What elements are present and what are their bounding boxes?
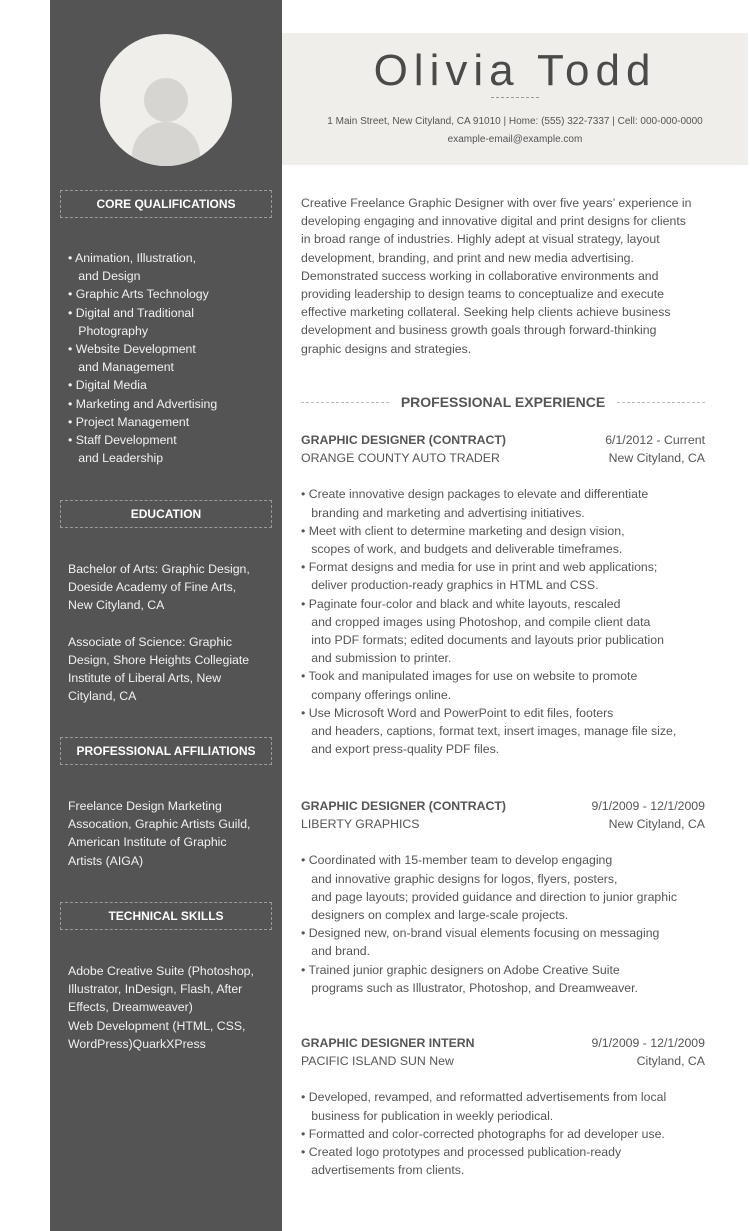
job-title: GRAPHIC DESIGNER (CONTRACT) <box>301 433 506 447</box>
technical-skills-heading: TECHNICAL SKILLS <box>60 902 272 930</box>
job-location: New Cityland, CA <box>608 817 705 832</box>
job-dates: 6/1/2012 - Current <box>605 433 705 447</box>
job-title: GRAPHIC DESIGNER (CONTRACT) <box>301 799 506 813</box>
job-company: ORANGE COUNTY AUTO TRADER <box>301 451 500 466</box>
candidate-name: Olivia Todd <box>373 46 657 95</box>
affiliations-heading: PROFESSIONAL AFFILIATIONS <box>60 737 272 765</box>
job-dates: 9/1/2009 - 12/1/2009 <box>591 799 705 813</box>
core-qualifications-list: • Animation, Illustration, and Design • Graphic Arts Technology • Digital and Traditional Photography • Website Development and Management • Digital Media • Marketing and Advertising • Project Management • Staff Development and Leadership <box>68 251 218 466</box>
education-text: Bachelor of Arts: Graphic Design, Doeside Academy of Fine Arts, New Cityland, CA Associate of Science: Graphic Design, Shore Heights Collegiate Institute of Liberal Arts, New Cityland, CA <box>68 562 250 704</box>
avatar-body-icon <box>132 122 200 166</box>
job-entry <box>301 1034 705 1179</box>
job-company: PACIFIC ISLAND SUN New <box>301 1054 454 1069</box>
job-bullets: • Coordinated with 15-member team to develop engaging and innovative graphic designs for logos, flyers, posters, and page layouts; provided guidance and direction to junior graphic designers on complex and large-scale projects. • Designed new, on-brand visual elements focusing on messaging and brand. • Trained junior graphic designers on Adobe Creative Suite programs such as Illustrator, Photoshop, and Dreamweaver. <box>301 853 677 995</box>
email: example-email@example.com <box>447 134 583 145</box>
summary: Creative Freelance Graphic Designer with over five years’ experience in developing engaging and innovative digital and print designs for clients in broad range of industries. Highly adept at visual strategy, layout development, branding, and print and new media advertising. Demonstrated success working in collaborative environments and providing leadership to design teams to conceptualize and execute effective marketing collateral. Seeking help clients achieve business development and business growth goals through forward-thinking graphic designs and strategies. <box>301 196 692 356</box>
technical-skills-text: Adobe Creative Suite (Photoshop, Illustrator, InDesign, Flash, After Effects, Dreamweaver) Web Development (HTML, CSS, WordPress)QuarkXPress <box>68 964 254 1051</box>
experience-heading <box>301 394 705 410</box>
header <box>282 33 748 165</box>
core-qualifications-heading: CORE QUALIFICATIONS <box>60 190 272 218</box>
divider <box>491 97 539 98</box>
job-location: Cityland, CA <box>636 1054 705 1069</box>
avatar-head-icon <box>144 78 188 122</box>
experience-title: PROFESSIONAL EXPERIENCE <box>400 394 606 410</box>
job-location: New Cityland, CA <box>608 451 705 466</box>
job-bullets: • Developed, revamped, and reformatted advertisements from local business for publication in weekly periodical. • Formatted and color-corrected photographs for ad developer use. • Created logo prototypes and processed publication-ready advertisements from clients. <box>301 1090 667 1178</box>
job-entry <box>301 797 705 997</box>
job-dates: 9/1/2009 - 12/1/2009 <box>591 1036 705 1050</box>
affiliations-text: Freelance Design Marketing Assocation, Graphic Artists Guild, American Institute of Graphic Artists (AIGA) <box>68 799 251 868</box>
job-bullets: • Create innovative design packages to elevate and differentiate branding and marketing and advertising initiatives. • Meet with client to determine marketing and design vision, scopes of work, and budgets and deliverable timeframes. • Format designs and media for use in print and web applications; deliver production-ready graphics in HTML and CSS. • Paginate four-color and black and white layouts, rescaled and cropped images using Photoshop, and compile client data into PDF formats; edited documents and layouts prior publication and submission to printer. • Took and manipulated images for use on website to promote company offerings online. • Use Microsoft Word and PowerPoint to edit files, footers and headers, captions, format text, insert images, manage file size, and export press-quality PDF files. <box>301 487 677 757</box>
job-entry <box>301 431 705 758</box>
education-heading: EDUCATION <box>60 500 272 528</box>
job-company: LIBERTY GRAPHICS <box>301 817 420 832</box>
contact-line: 1 Main Street, New Cityland, CA 91010 | Home: (555) 322-7337 | Cell: 000-000-0000 <box>327 116 703 127</box>
job-title: GRAPHIC DESIGNER INTERN <box>301 1036 475 1050</box>
avatar-placeholder <box>100 34 232 166</box>
